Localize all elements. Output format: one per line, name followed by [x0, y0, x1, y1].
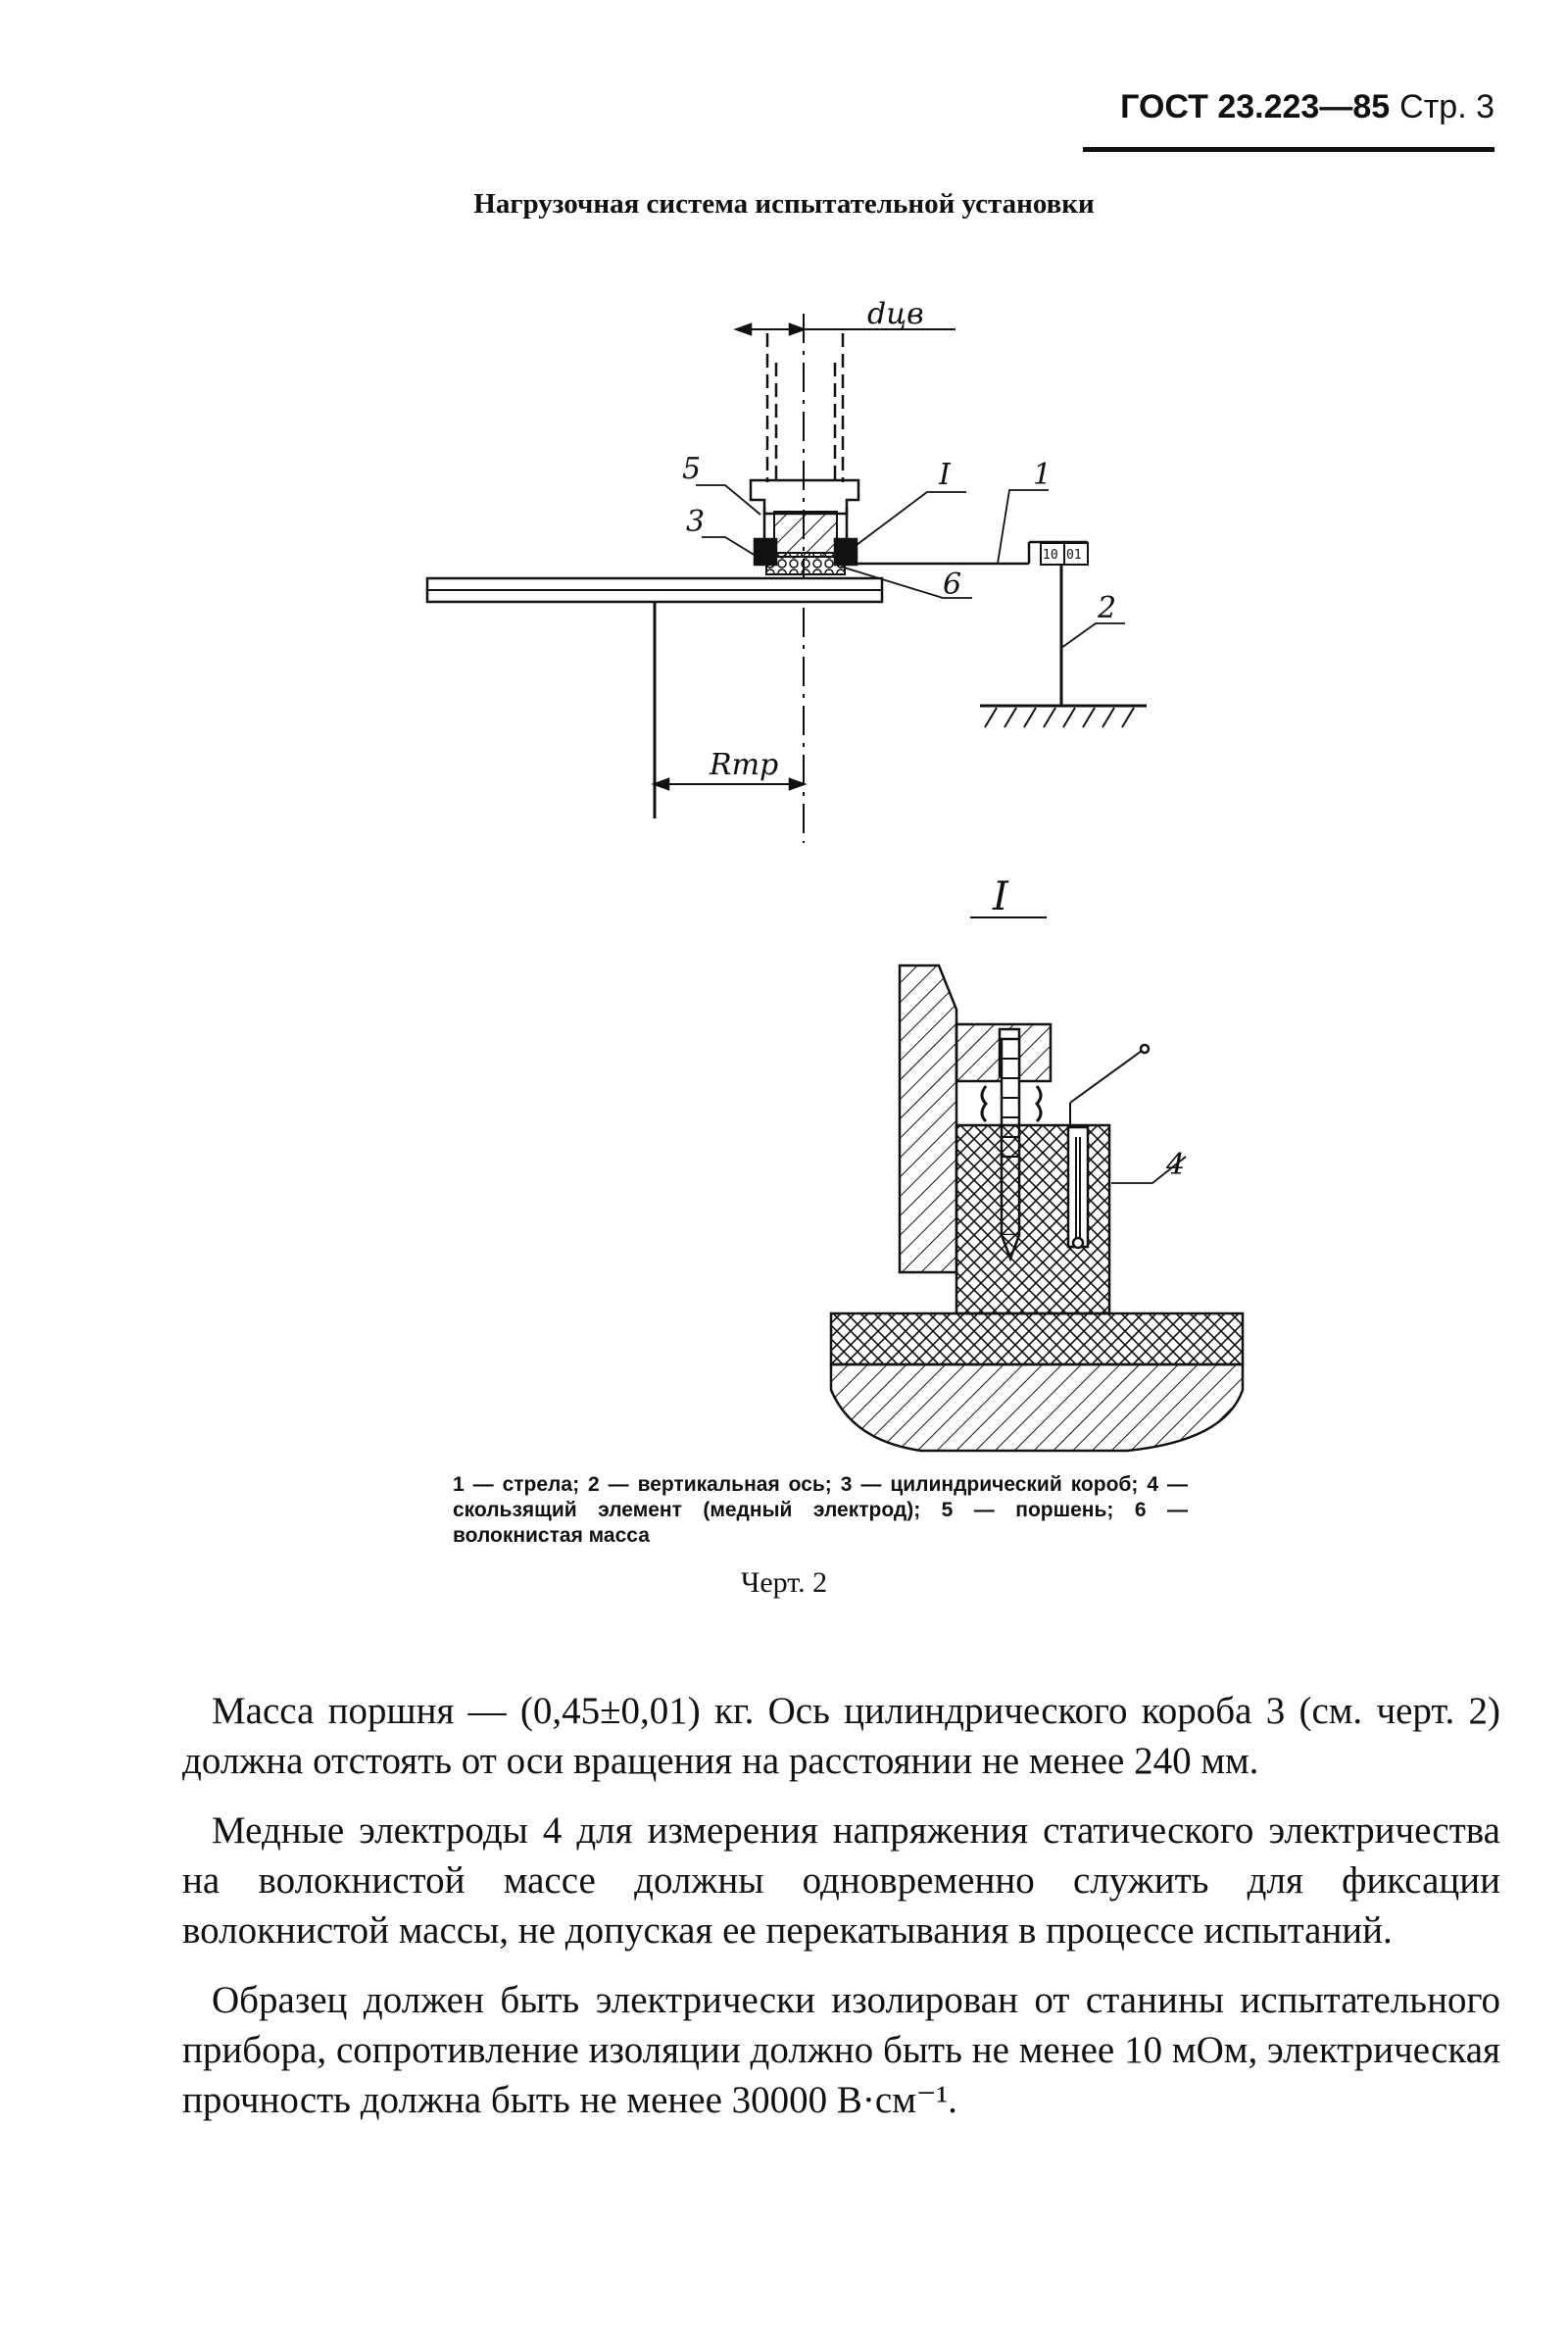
callout-1: 1 — [1033, 458, 1053, 492]
legend-item: 1 — стрела; — [453, 1473, 580, 1496]
callout-I: I — [939, 458, 951, 492]
page-number: Стр. 3 — [1399, 88, 1494, 125]
dimension-radius-label: Rтр — [710, 748, 779, 782]
legend-item: 3 — цилиндрический короб; — [840, 1473, 1139, 1496]
body-text — [182, 1686, 1500, 2145]
standard-number: ГОСТ 23.223—85 — [1120, 88, 1391, 125]
legend-item: 4 — скользящий элемент (медный электрод); — [453, 1473, 1188, 1521]
post-mark-a: 10 — [1043, 548, 1058, 563]
callout-2: 2 — [1098, 591, 1117, 625]
post-mark-b: 01 — [1066, 548, 1082, 563]
legend-item: 6 — волокнистая масса — [453, 1499, 1188, 1547]
callout-4: 4 — [1166, 1148, 1186, 1182]
callout-6: 6 — [943, 568, 962, 602]
dimension-diameter-label: dцв — [867, 297, 924, 331]
legend-item: 5 — поршень; — [941, 1499, 1114, 1521]
detail-label-I: I — [993, 874, 1008, 919]
figure-label: Черт. 2 — [740, 1566, 828, 1599]
detail-view-I — [831, 917, 1243, 1451]
figure-legend — [453, 1472, 1188, 1549]
legend-item: 2 — вертикальная ось; — [588, 1473, 832, 1496]
paragraph: Медные электроды 4 для измерения напряжения статического электричества на волокнистой массе должны одновременно служить для фиксации волокнистой массы, не допуская ее перекатывания в процессе испытаний. — [182, 1809, 1500, 1952]
main-assembly — [427, 314, 1147, 843]
paragraph: Образец должен быть электрически изолирован от станины испытательного прибора, сопротивление изоляции должно быть не менее 10 мОм, электрическая прочность должна быть не менее 30000 В·см⁻¹. — [182, 1979, 1500, 2121]
paragraph: Масса поршня — (0,45±0,01) кг. Ось цилиндрического короба 3 (см. черт. 2) должна отстоять от оси вращения на расстоянии не менее 240 мм. — [182, 1690, 1500, 1782]
callout-5: 5 — [682, 452, 702, 486]
figure-title: Нагрузочная система испытательной установки — [473, 188, 1095, 220]
callout-3: 3 — [686, 505, 706, 539]
